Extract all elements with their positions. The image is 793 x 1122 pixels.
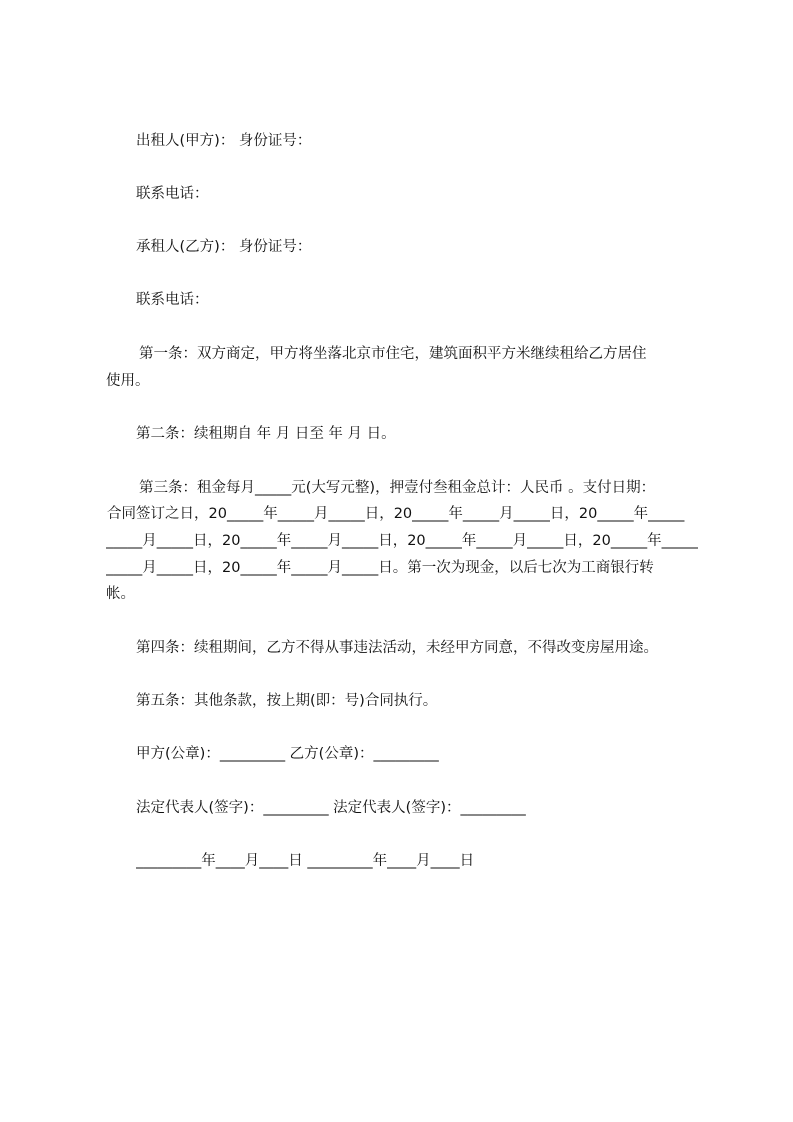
party-seal-line: 甲方(公章)：_________ 乙方(公章)：_________ bbox=[136, 746, 439, 762]
lessor-phone-line: 联系电话： bbox=[136, 186, 209, 202]
article-3-line-3: _____月_____日，20_____年_____月_____日，20_____年_____月_____日，20_____年_____ bbox=[106, 533, 698, 549]
article-1-line-2: 使用。 bbox=[106, 373, 150, 389]
article-3-line-5: 帐。 bbox=[106, 586, 135, 602]
article-1-line-1: 第一条：双方商定，甲方将坐落北京市住宅，建筑面积平方米继续租给乙方居住 bbox=[139, 346, 647, 362]
article-2-line: 第二条：续租期自 年 月 日至 年 月 日。 bbox=[136, 426, 396, 442]
lessee-phone-line: 联系电话： bbox=[136, 292, 209, 308]
article-3-line-4: _____月_____日，20_____年_____月_____日。第一次为现金，以后七次为工商银行转 bbox=[106, 560, 654, 576]
legal-representative-line: 法定代表人(签字)：_________ 法定代表人(签字)：_________ bbox=[136, 800, 526, 816]
article-4-line: 第四条：续租期间，乙方不得从事违法活动，未经甲方同意，不得改变房屋用途。 bbox=[136, 640, 658, 656]
article-3-line-1: 第三条：租金每月_____元(大写元整)，押壹付叁租金总计：人民币 。支付日期： bbox=[139, 480, 656, 496]
article-5-line: 第五条：其他条款，按上期(即：号)合同执行。 bbox=[136, 693, 438, 709]
article-3-line-2: 合同签订之日，20_____年_____月_____日，20_____年_____月_____日，20_____年_____ bbox=[107, 506, 685, 522]
lessor-line: 出租人(甲方)： 身份证号： bbox=[136, 133, 312, 149]
lessee-line: 承租人(乙方)： 身份证号： bbox=[136, 239, 312, 255]
signature-date-line: _________年____月____日 _________年____月____日 bbox=[136, 853, 475, 869]
